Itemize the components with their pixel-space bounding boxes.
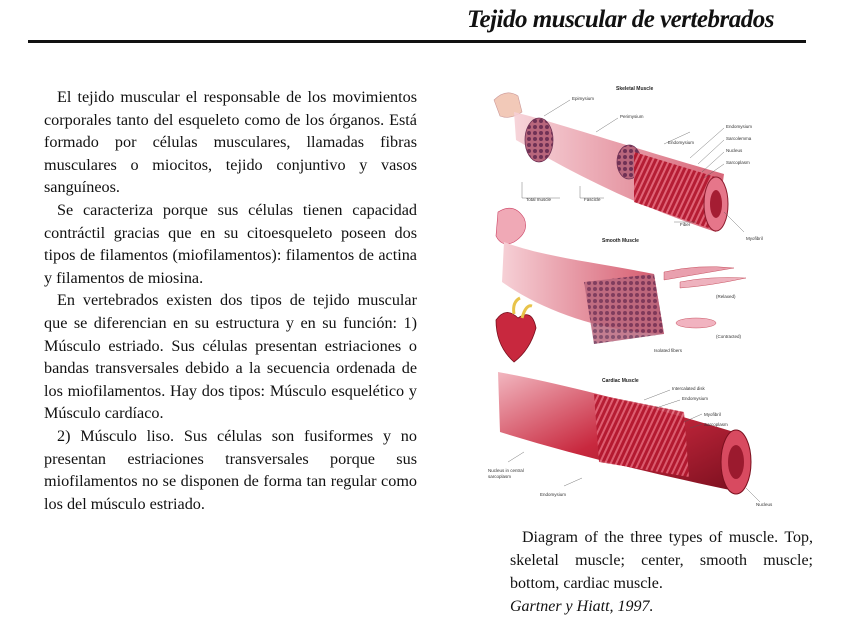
label-relaxed: (Relaxed) [716, 294, 736, 299]
label-contracted: (Contracted) [716, 334, 742, 339]
label-cardiac-myofibril: Myofibril [704, 412, 721, 417]
paragraph-1: El tejido muscular el responsable de los movimientos corporales tanto del esqueleto como de los órganos. Está formado por células musculares, llamadas fibras musculares o miocitos, tejido conjuntivo y vasos sanguíneos. [44, 88, 417, 197]
label-nucleus-central-2: sarcoplasm [488, 474, 512, 479]
skeletal-heading: Skeletal Muscle [616, 86, 654, 92]
label-nucleus: Nucleus [726, 148, 743, 153]
smooth-heading: Smooth Muscle [602, 238, 639, 244]
label-epimysium: Epimysium [572, 96, 595, 101]
heart-icon [496, 312, 536, 362]
label-intercalated-disk: Intercalated disk [672, 386, 705, 391]
label-endomysium-2: Endomysium [726, 124, 753, 129]
contracted-fiber [676, 318, 716, 328]
paragraph-3: En vertebrados existen dos tipos de tejido muscular que se diferencian en su estructura y en su función: 1) Músculo estriado. Sus células presentan estriaciones o bandas transversales debido a la secuencia ordenada de los miofilamentos. Hay dos tipos: Músculo esquelético y Músculo cardíaco. [44, 291, 417, 423]
body-text [44, 86, 417, 515]
label-fiber: Fiber [680, 222, 691, 227]
myofibril-core [710, 190, 722, 218]
paragraph-4: 2) Músculo liso. Sus células son fusiformes y no presentan estriaciones transversales porque sus miofilamentos no se disponen de forma tan regular como los del músculo estriado. [44, 426, 417, 513]
cardiac-fiber-core [728, 445, 744, 479]
paragraph-2: Se caracteriza porque sus células tienen capacidad contráctil gracias que en su citoesqueleto poseen dos tipos de filamentos (miofilamentos): filamentos de actina y filamentos de miosina. [44, 200, 417, 287]
label-fascicle: Fascicle [584, 197, 601, 202]
label-cardiac-nucleus: Nucleus [756, 502, 773, 507]
caption-text: Diagram of the three types of muscle. Top, skeletal muscle; center, smooth muscle; bottom, cardiac muscle. [510, 529, 813, 592]
caption-citation: Gartner y Hiatt, 1997. [510, 598, 654, 615]
page-title: Tejido muscular de vertebrados [467, 6, 774, 33]
label-isolated-fibers: Isolated fibers [654, 348, 683, 353]
cardiac-fiber-block [594, 394, 689, 477]
label-cardiac-endomysium-bottom: Endomysium [540, 492, 567, 497]
label-perimysium: Perimysium [620, 114, 644, 119]
label-sarcolemma: Sarcolemma [726, 136, 752, 141]
title-rule [28, 40, 806, 43]
cardiac-heading: Cardiac Muscle [602, 378, 639, 384]
label-cardiac-sarcoplasm: Sarcoplasm [704, 422, 728, 427]
skeletal-muscle-illustration [494, 86, 763, 241]
label-myofibril: Myofibril [746, 236, 763, 241]
relaxed-fiber-2 [680, 278, 746, 289]
muscle-types-diagram [484, 82, 784, 512]
label-endomysium: Endomysium [668, 140, 695, 145]
fascicle-bundle-1 [525, 118, 553, 162]
intestine-icon [496, 208, 526, 244]
smooth-muscle-block [584, 274, 664, 344]
label-total-muscle: Total muscle [526, 197, 552, 202]
figure-caption [510, 526, 813, 618]
label-sarcoplasm: Sarcoplasm [726, 160, 750, 165]
label-cardiac-endomysium: Endomysium [682, 396, 709, 401]
label-nucleus-central: Nucleus in central [488, 468, 524, 473]
